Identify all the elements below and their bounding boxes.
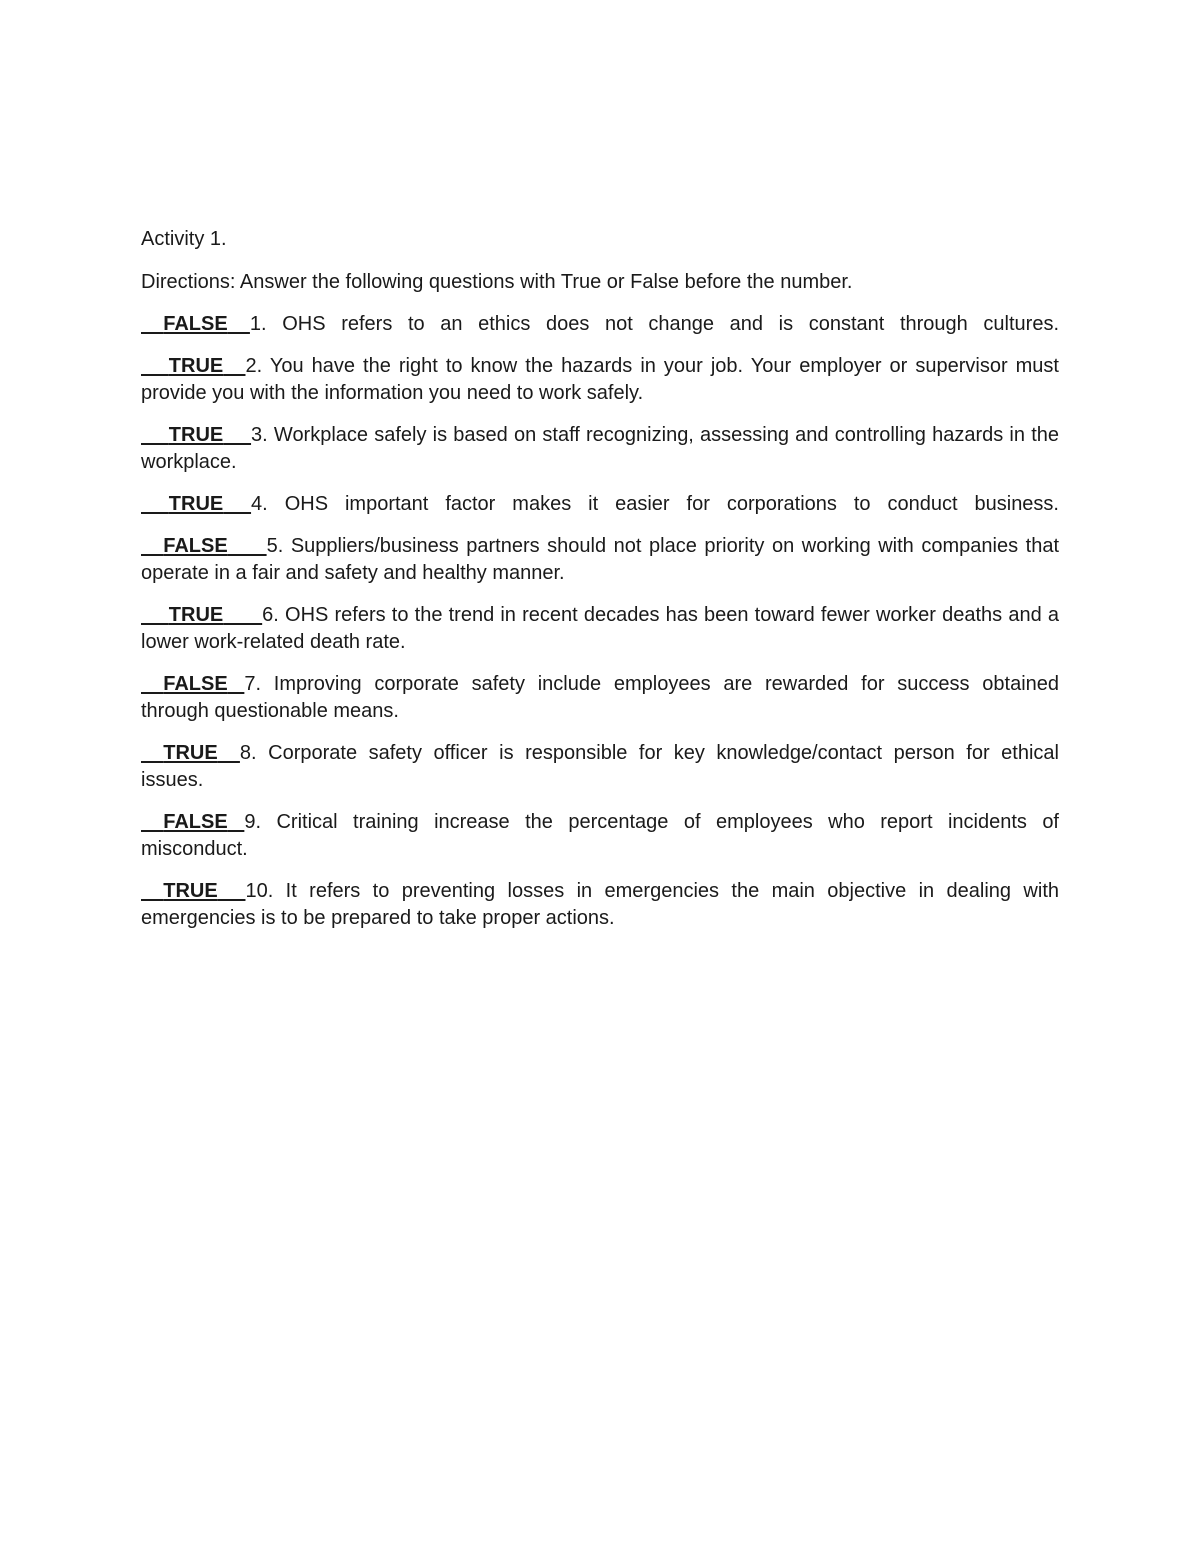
question-text: OHS refers to the trend in recent decades has been toward fewer worker deaths and a lower work-related death rate. [141, 604, 1059, 653]
question-item [141, 602, 1059, 656]
question-item [141, 740, 1059, 794]
question-item [141, 353, 1059, 407]
question-item [141, 671, 1059, 725]
question-text: It refers to preventing losses in emergencies the main objective in dealing with emergencies is to be prepared to take proper actions. [141, 880, 1059, 929]
question-item [141, 878, 1059, 932]
question-number: 4. [251, 493, 268, 515]
answer-blank [141, 740, 240, 767]
activity-title: Activity 1. [141, 228, 227, 250]
directions-text: Directions: Answer the following questions with True or False before the number. [141, 271, 853, 293]
question-text: OHS important factor makes it easier for corporations to conduct business. [267, 493, 1059, 515]
question-item [141, 491, 1059, 518]
answer-value: FALSE [163, 811, 228, 833]
answer-value: FALSE [163, 673, 228, 695]
question-text: Critical training increase the percentage of employees who report incidents of misconduct. [141, 811, 1059, 860]
document-page [141, 226, 1059, 947]
question-number: 2. [245, 355, 263, 377]
answer-blank [141, 533, 267, 560]
answer-blank [141, 878, 245, 905]
question-number: 1. [249, 313, 267, 335]
answer-blank [141, 602, 262, 629]
question-text: Corporate safety officer is responsible for key knowledge/contact person for ethical issues. [141, 742, 1059, 791]
question-text: Improving corporate safety include employees are rewarded for success obtained through questionable means. [141, 673, 1059, 722]
question-number: 9. [244, 811, 262, 833]
question-item [141, 809, 1059, 863]
answer-blank [141, 422, 251, 449]
question-text: Suppliers/business partners should not place priority on working with companies that operate in a fair and safety and healthy manner. [141, 535, 1059, 584]
answer-value: FALSE [163, 313, 228, 335]
answer-blank [141, 809, 244, 836]
question-item [141, 533, 1059, 587]
answer-value: TRUE [163, 880, 218, 902]
question-text: Workplace safely is based on staff recognizing, assessing and controlling hazards in the workplace. [141, 424, 1059, 473]
answer-blank [141, 353, 245, 380]
question-item [141, 422, 1059, 476]
answer-blank [141, 311, 250, 338]
answer-value: TRUE [168, 355, 224, 377]
answer-blank [141, 671, 244, 698]
question-number: 10. [245, 880, 274, 902]
answer-blank [141, 491, 251, 518]
question-text: OHS refers to an ethics does not change and is constant through cultures. [266, 313, 1059, 335]
question-number: 8. [239, 742, 257, 764]
question-number: 6. [262, 604, 279, 626]
answer-value: TRUE [163, 742, 218, 764]
question-number: 3. [251, 424, 268, 446]
answer-value: TRUE [168, 493, 224, 515]
answer-value: TRUE [168, 604, 224, 626]
question-number: 7. [244, 673, 262, 695]
answer-value: TRUE [168, 424, 224, 446]
question-number: 5. [266, 535, 284, 557]
question-text: You have the right to know the hazards in your job. Your employer or supervisor must provide you with the information you need to work safely. [141, 355, 1059, 404]
answer-value: FALSE [163, 535, 228, 557]
question-item [141, 311, 1059, 338]
